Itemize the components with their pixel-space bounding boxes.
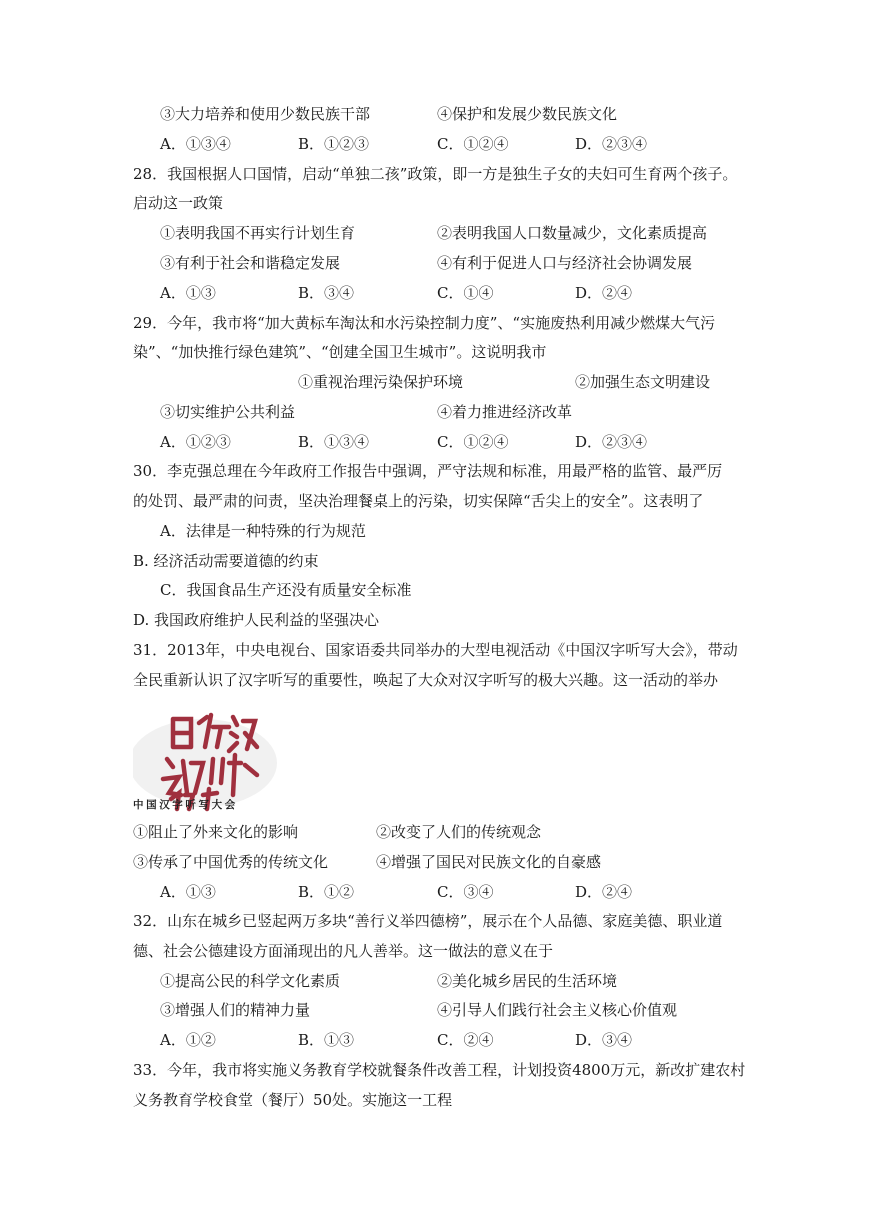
q31-option-c: C．③④ bbox=[437, 883, 494, 901]
q28-option-a: A．①③ bbox=[160, 284, 216, 302]
q30-option-a: A．法律是一种特殊的行为规范 bbox=[160, 522, 366, 540]
q28-option-d: D．②④ bbox=[575, 284, 633, 302]
q33-stem-line1: 33．今年，我市将实施义务教育学校就餐条件改善工程，计划投资4800万元，新改扩建农村 bbox=[133, 1061, 746, 1079]
option-d: D．②③④ bbox=[575, 135, 648, 153]
q30-stem-line2: 的处罚、最严肃的问责，坚决治理餐桌上的污染，切实保障“舌尖上的安全”。这表明了 bbox=[133, 492, 704, 510]
statement-3: ③大力培养和使用少数民族干部 bbox=[160, 105, 371, 123]
q31-stem-line1: 31．2013年，中央电视台、国家语委共同举办的大型电视活动《中国汉字听写大会》，带动 bbox=[133, 641, 738, 659]
option-b: B．①②③ bbox=[298, 135, 370, 153]
option-c: C．①②④ bbox=[437, 135, 509, 153]
q29-stem-line1: 29．今年，我市将“加大黄标车淘汰和水污染控制力度”、“实施废热利用减少燃煤大气污 bbox=[133, 314, 716, 332]
q31-statement-1: ①阻止了外来文化的影响 bbox=[133, 823, 299, 841]
q29-statement-1: ①重视治理污染保护环境 bbox=[298, 373, 464, 391]
q30-option-b: B. 经济活动需要道德的约束 bbox=[133, 552, 319, 570]
q28-stem-line2: 启动这一政策 bbox=[133, 194, 224, 212]
q30-option-d: D. 我国政府维护人民利益的坚强决心 bbox=[133, 611, 380, 629]
q28-stem-line1: 28．我国根据人口国情，启动“单独二孩”政策，即一方是独生子女的夫妇可生育两个孩子。 bbox=[133, 165, 738, 183]
statement-4: ④保护和发展少数民族文化 bbox=[437, 105, 618, 123]
q31-option-b: B．①② bbox=[298, 883, 355, 901]
q31-stem-line2: 全民重新认识了汉字听写的重要性，唤起了大众对汉字听写的极大兴趣。这一活动的举办 bbox=[133, 671, 719, 689]
option-a: A．①③④ bbox=[160, 135, 231, 153]
q29-stem-line2: 染”、“加快推行绿色建筑”、“创建全国卫生城市”。这说明我市 bbox=[133, 343, 547, 361]
q32-option-d: D．③④ bbox=[575, 1031, 633, 1049]
q28-statement-1: ①表明我国不再实行计划生育 bbox=[160, 224, 356, 242]
q29-statement-4: ④着力推进经济改革 bbox=[437, 403, 573, 421]
q29-statement-3: ③切实维护公共利益 bbox=[160, 403, 296, 421]
q30-option-c: C．我国食品生产还没有质量安全标准 bbox=[160, 581, 412, 599]
logo-caption: 中国汉字听写大会 bbox=[133, 799, 238, 811]
q32-statement-1: ①提高公民的科学文化素质 bbox=[160, 972, 341, 990]
q32-option-c: C．②④ bbox=[437, 1031, 494, 1049]
q32-option-b: B．①③ bbox=[298, 1031, 355, 1049]
q28-option-b: B．③④ bbox=[298, 284, 355, 302]
q28-statement-2: ②表明我国人口数量减少，文化素质提高 bbox=[437, 224, 708, 242]
q32-option-a: A．①② bbox=[160, 1031, 216, 1049]
q29-option-c: C．①②④ bbox=[437, 433, 509, 451]
q33-stem-line2: 义务教育学校食堂（餐厅）50处。实施这一工程 bbox=[133, 1091, 453, 1109]
q31-option-a: A．①③ bbox=[160, 883, 216, 901]
q29-statement-2: ②加强生态文明建设 bbox=[575, 373, 711, 391]
q32-stem-line1: 32．山东在城乡已竖起两万多块“善行义举四德榜”，展示在个人品德、家庭美德、职业道 bbox=[133, 912, 723, 930]
q30-stem-line1: 30．李克强总理在今年政府工作报告中强调，严守法规和标准，用最严格的监管、最严厉 bbox=[133, 462, 723, 480]
q28-option-c: C．①④ bbox=[437, 284, 494, 302]
q31-statement-2: ②改变了人们的传统观念 bbox=[376, 823, 542, 841]
q29-option-d: D．②③④ bbox=[575, 433, 648, 451]
q32-statement-2: ②美化城乡居民的生活环境 bbox=[437, 972, 618, 990]
q28-statement-3: ③有利于社会和谐稳定发展 bbox=[160, 254, 341, 272]
q31-statement-4: ④增强了国民对民族文化的自豪感 bbox=[376, 853, 602, 871]
q31-option-d: D．②④ bbox=[575, 883, 633, 901]
q32-statement-4: ④引导人们践行社会主义核心价值观 bbox=[437, 1001, 678, 1019]
q29-option-a: A．①②③ bbox=[160, 433, 231, 451]
q29-option-b: B．①③④ bbox=[298, 433, 370, 451]
q32-statement-3: ③增强人们的精神力量 bbox=[160, 1001, 311, 1019]
q32-stem-line2: 德、社会公德建设方面涌现出的凡人善举。这一做法的意义在于 bbox=[133, 942, 554, 960]
q31-statement-3: ③传承了中国优秀的传统文化 bbox=[133, 853, 329, 871]
q28-statement-4: ④有利于促进人口与经济社会协调发展 bbox=[437, 254, 693, 272]
